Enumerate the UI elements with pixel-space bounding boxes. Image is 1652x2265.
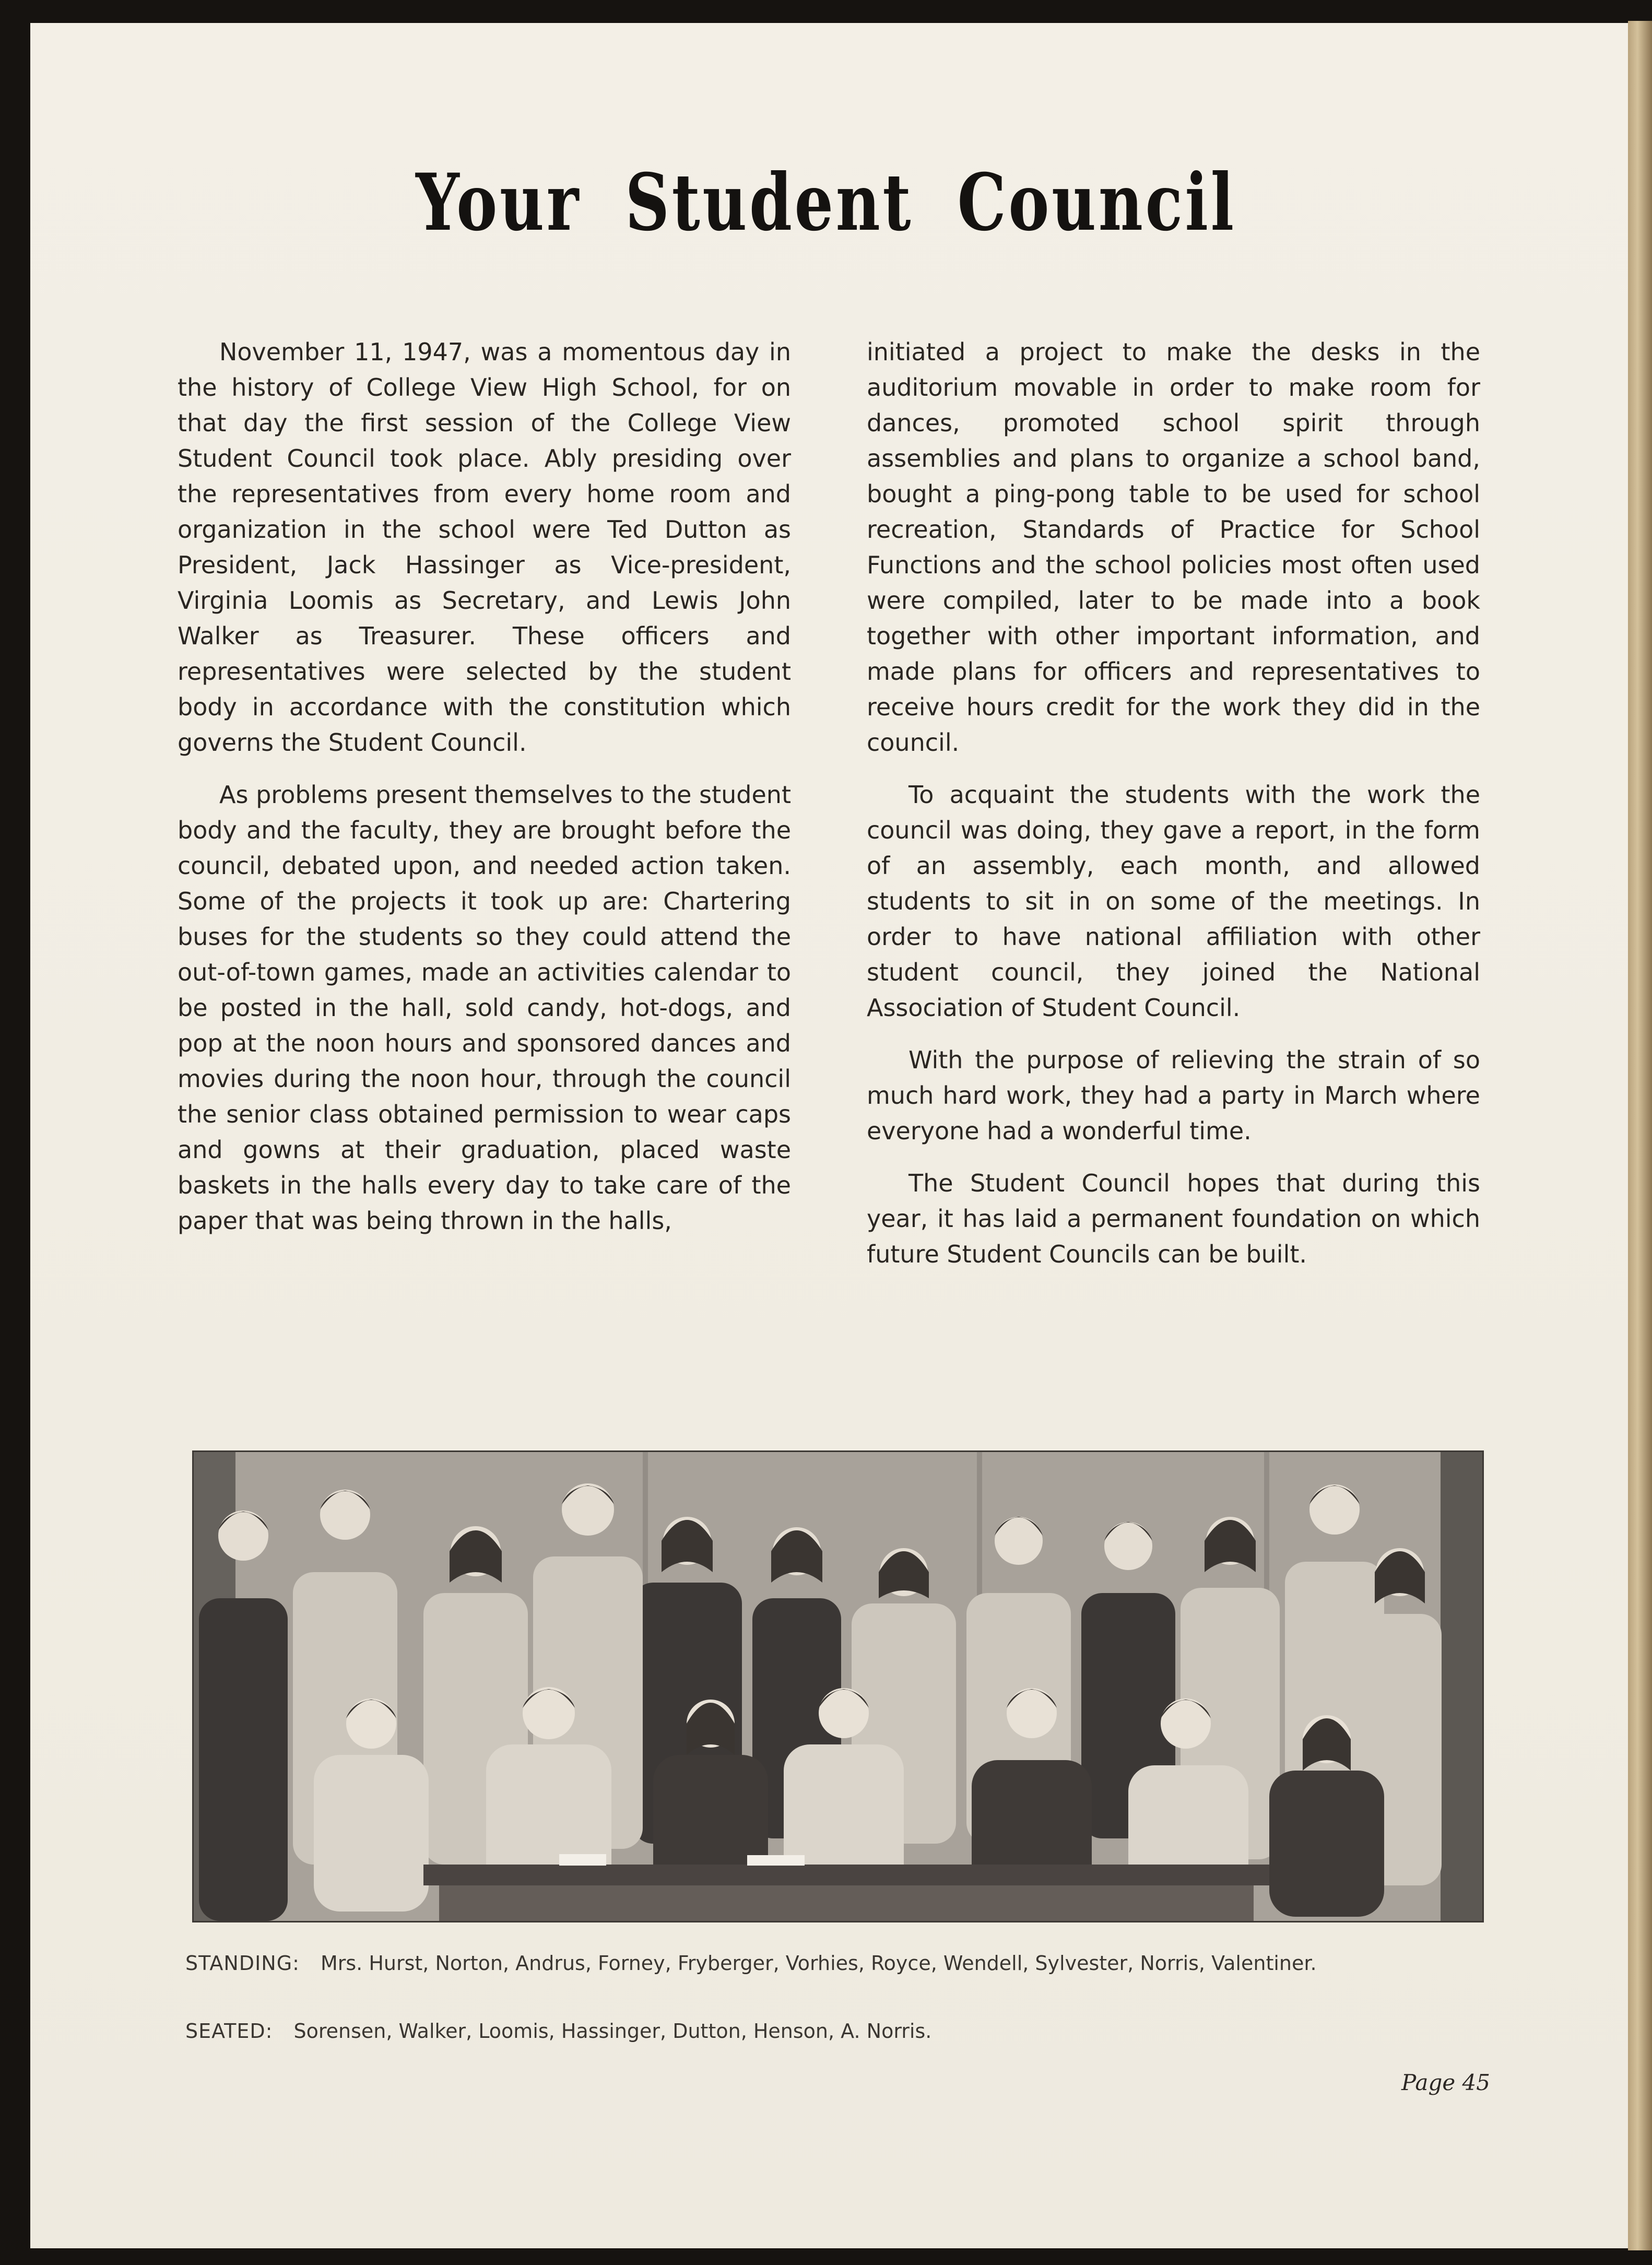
page-title: Your Student Council: [416, 157, 1236, 249]
caption-seated: [185, 2016, 1480, 2046]
paragraph: To acquaint the students with the work the council was doing, they gave a report, in the form of an assembly, each month, and allowed students to sit in on some of the meetings. In order to have national affiliation with other student council, they joined the National Association of Student Council.: [867, 781, 1480, 1022]
left-column: [178, 334, 791, 1255]
caption-names: Sorensen, Walker, Loomis, Hassinger, Dutton, Henson, A. Norris.: [293, 2020, 932, 2043]
right-column: [867, 334, 1480, 1289]
caption-label: SEATED:: [185, 2020, 273, 2043]
caption-label: STANDING:: [185, 1952, 300, 1975]
group-photo: [192, 1450, 1484, 1922]
page-number: Page 45: [1401, 2070, 1490, 2095]
paragraph: November 11, 1947, was a momentous day in the history of College View High School, for on that day the first session of the College View Student Council took place. Ably presiding over the representatives from every home room and organization in the school were Ted Dutton as President, Jack Hassinger as Vice-president, Virginia Loomis as Secretary, and Lewis John Walker as Treasurer. These officers and representatives were selected by the student body in accordance with the constitution which governs the Student Council.: [178, 338, 791, 757]
page-edge: [1628, 21, 1652, 2250]
caption-standing: [185, 1949, 1480, 1978]
paragraph: As problems present themselves to the student body and the faculty, they are brought before the council, debated upon, and needed action taken. Some of the projects it took up are: Chartering buses for the students so they could attend the out-of-town games, made an activities calendar to be posted in the hall, sold candy, hot-dogs, and pop at the noon hours and sponsored dances and movies during the noon hour, through the council the senior class obtained permission to wear caps and gowns at their graduation, placed waste baskets in the halls every day to take care of the paper that was being thrown in the halls,: [178, 781, 791, 1235]
paragraph: With the purpose of relieving the strain of so much hard work, they had a party in March where everyone had a wonderful time.: [867, 1046, 1480, 1145]
caption-names: Mrs. Hurst, Norton, Andrus, Forney, Fryberger, Vorhies, Royce, Wendell, Sylvester, Norris, Valentiner.: [320, 1952, 1317, 1975]
paragraph: The Student Council hopes that during this year, it has laid a permanent foundation on which future Student Councils can be built.: [867, 1169, 1480, 1268]
paragraph: initiated a project to make the desks in the auditorium movable in order to make room for dances, promoted school spirit through assemblies and plans to organize a school band, bought a ping-pong table to be used for school recreation, Standards of Practice for School Functions and the school policies most often used were compiled, later to be made into a book together with other important information, and made plans for officers and representatives to receive hours credit for the work they did in the council.: [867, 338, 1480, 757]
group-photo-illustration: [194, 1452, 1482, 1921]
